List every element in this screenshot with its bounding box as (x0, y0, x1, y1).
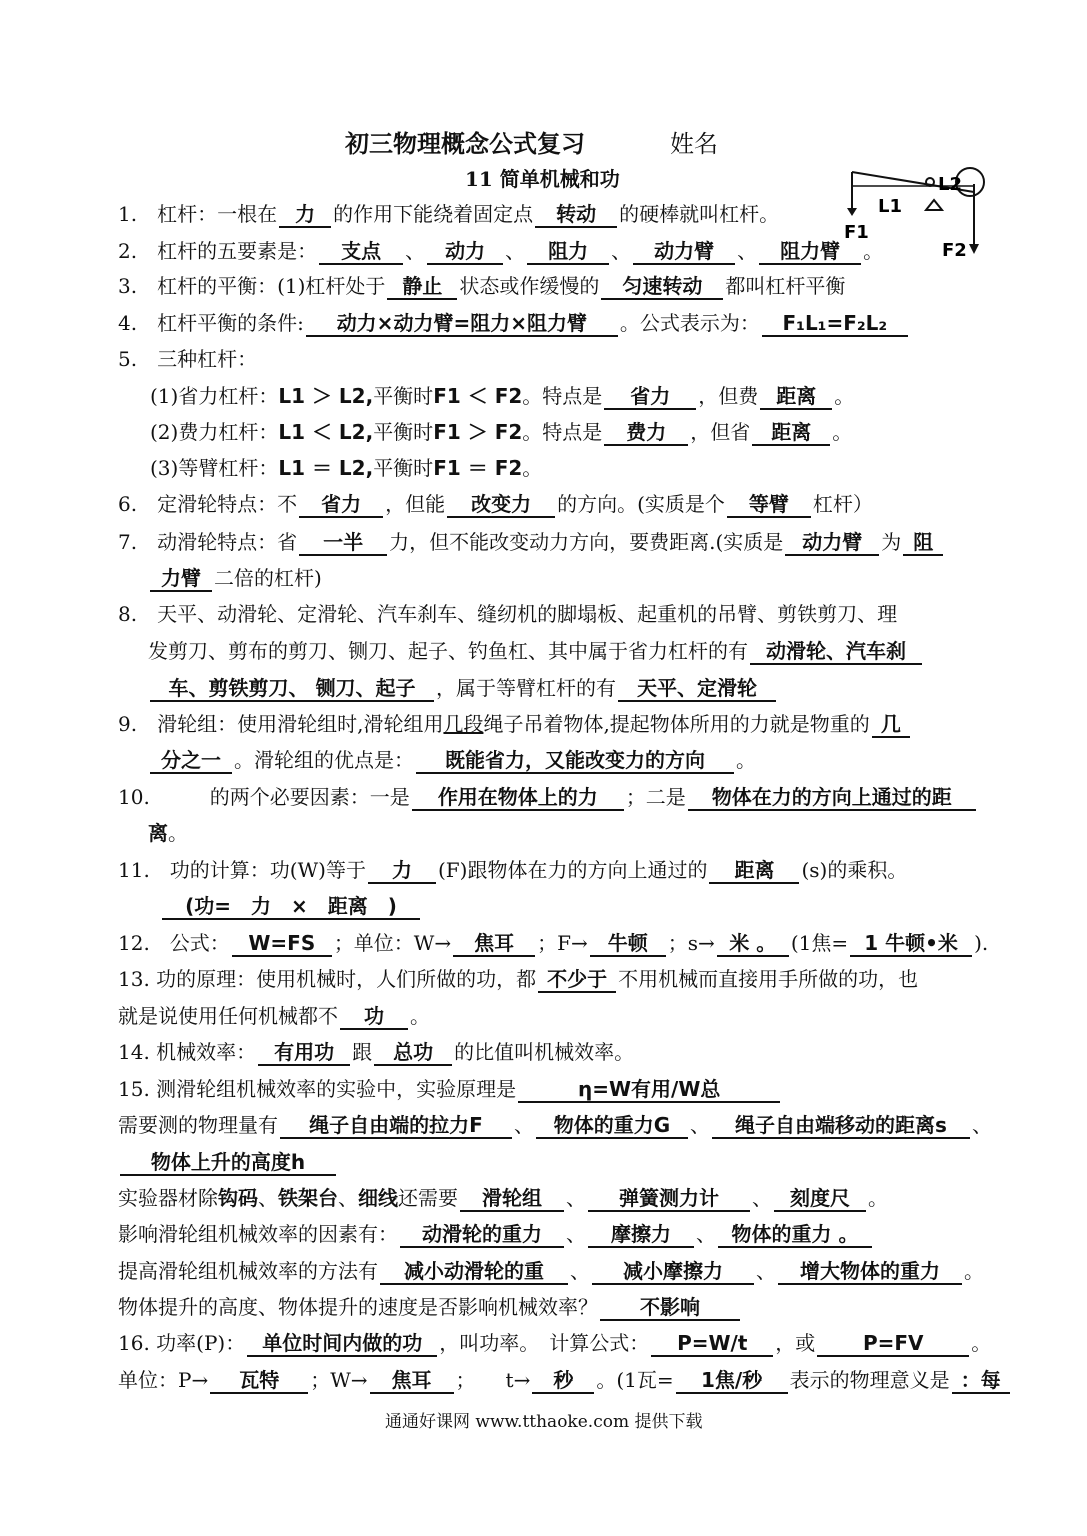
question-text: 。 (736, 748, 756, 772)
line-l11 (118, 857, 907, 884)
answer-blank: 距离 (752, 420, 830, 446)
question-text: ； t→ (455, 1368, 531, 1392)
f2-label: F2 (942, 240, 967, 261)
question-text: 、 (566, 1222, 586, 1246)
answer-blank: 弹簧测力计 (588, 1186, 750, 1212)
line-l8b (148, 638, 924, 665)
question-text: 跟 (352, 1040, 373, 1064)
f1-arrow (847, 208, 857, 216)
line-l9b (148, 747, 756, 774)
question-text: 提高滑轮组机械效率的方法有 (118, 1259, 378, 1283)
line-l5c (150, 455, 542, 481)
answer-blank: 不影响 (600, 1295, 740, 1321)
question-text: (1焦= (790, 931, 849, 955)
answer-blank: 省力 (604, 384, 696, 410)
line-l12 (118, 930, 988, 957)
question-text: 就是说使用任何机械都不 (118, 1004, 338, 1028)
line-l15 (118, 1076, 782, 1103)
question-text: 。 (868, 1186, 888, 1210)
bold-answer: L1 ＞ L2, (278, 384, 374, 408)
question-text: 的比值叫机械效率。 (454, 1040, 635, 1064)
line-l16b (118, 1367, 1012, 1394)
question-text: 不用机械而直接用手所做的功，也 (618, 967, 919, 991)
answer-blank: 米 。 (717, 931, 789, 957)
answer-blank: 匀速转动 (601, 274, 723, 300)
question-text: ，但费 (698, 384, 759, 408)
question-text: 、 (258, 1186, 278, 1210)
question-text: 、 (566, 1186, 586, 1210)
question-text: 、 (972, 1113, 992, 1137)
line-l15f (118, 1258, 984, 1285)
bold-answer: 钩码 (218, 1186, 258, 1210)
line-l5b (150, 419, 852, 446)
line-l13b (118, 1003, 430, 1030)
answer-blank: 动力×动力臂=阻力×阻力臂 (306, 311, 618, 337)
line-l6 (118, 491, 873, 518)
answer-blank: 动力臂 (785, 530, 879, 556)
question-text: 影响滑轮组机械效率的因素有： (118, 1222, 398, 1246)
question-text: 。 (410, 1004, 430, 1028)
question-text: ；s→ (667, 931, 715, 955)
page-title: 初三物理概念公式复习 (345, 129, 585, 158)
question-text: 的方向。(实质是个 (557, 492, 725, 516)
question-text: 。 (964, 1259, 984, 1283)
line-l3 (118, 273, 845, 300)
line-l16 (118, 1330, 991, 1357)
answer-blank: 牛顿 (590, 931, 666, 957)
answer-blank: 阻力 (527, 239, 609, 265)
question-text: 16. 功率(P)： (118, 1331, 246, 1355)
answer-blank: 1焦/秒 (676, 1368, 788, 1394)
answer-blank: 物体的重力 。 (718, 1222, 872, 1248)
line-l15e (118, 1221, 874, 1248)
question-text: 平衡时 (373, 420, 434, 444)
question-text: 力，但不能改变动力方向，要费距离.(实质是 (389, 530, 784, 554)
question-text: ；单位：W→ (333, 931, 452, 955)
question-text: 都叫杠杆平衡 (725, 274, 846, 298)
answer-blank: 刻度尺 (774, 1186, 866, 1212)
question-text: 的作用下能绕着固定点 (333, 202, 534, 226)
bold-answer: 离 (148, 821, 168, 845)
answer-blank: 阻力臂 (759, 239, 861, 265)
question-text: 。 (971, 1331, 992, 1355)
question-text: 、 (338, 1186, 358, 1210)
line-l10 (118, 784, 978, 811)
question-text: 。 (522, 456, 543, 480)
answer-blank: 单位时间内做的功 (247, 1331, 437, 1357)
question-text: 11. 功的计算：功(W)等于 (118, 858, 366, 882)
question-text: ；W→ (310, 1368, 368, 1392)
question-text: (1)省力杠杆： (150, 384, 279, 408)
question-text: 3. 杠杆的平衡：(1)杠杆处于 (118, 274, 386, 298)
answer-blank: 距离 (709, 858, 799, 884)
bold-answer: F1 ＞ F2 (433, 420, 523, 444)
bold-answer: L1 ＝ L2, (278, 456, 374, 480)
question-text: 2. 杠杆的五要素是： (118, 239, 318, 263)
answer-blank: P=FV (817, 1331, 969, 1357)
line-l10b (148, 820, 188, 846)
question-text: 。滑轮组的优点是： (234, 748, 414, 772)
answer-blank: 减小动滑轮的重 (380, 1259, 568, 1285)
line-l11b (160, 893, 422, 920)
question-text: 的硬棒就叫杠杆。 (619, 202, 780, 226)
answer-blank: 距离 (760, 384, 832, 410)
question-text: 15. 测滑轮组机械效率的实验中，实验原理是 (118, 1077, 517, 1101)
answer-blank: 支点 (319, 239, 403, 265)
question-text: 、 (611, 239, 632, 263)
line-l4 (118, 310, 910, 337)
answer-blank: 作用在物体上的力 (412, 785, 624, 811)
answer-blank: 阻 (903, 530, 943, 556)
answer-blank: 省力 (299, 492, 383, 518)
question-text: 、 (570, 1259, 590, 1283)
answer-blank: 动力 (427, 239, 503, 265)
answer-blank: 焦耳 (370, 1368, 454, 1394)
line-l15c (118, 1149, 338, 1176)
question-text: 物体提升的高度、物体提升的速度是否影响机械效率？ (118, 1295, 598, 1319)
answer-blank: 分之一 (150, 748, 232, 774)
line-l13 (118, 966, 918, 993)
answer-blank: 有用功 (258, 1040, 350, 1066)
question-text: ，属于等臂杠杆的有 (436, 676, 616, 700)
question-text: 还需要 (398, 1186, 458, 1210)
question-text: 14. 机械效率： (118, 1040, 257, 1064)
bold-answer: F1 ＜ F2 (433, 384, 523, 408)
line-l2 (118, 238, 883, 265)
answer-blank: 力 (279, 202, 331, 228)
question-text: ；二是 (625, 785, 686, 809)
answer-blank: 物体在力的方向上通过的距 (688, 785, 976, 811)
answer-blank: 改变力 (447, 492, 555, 518)
question-text: (s)的乘积。 (801, 858, 908, 882)
answer-blank: 力臂 (150, 566, 212, 592)
bold-answer: 铁架台 (278, 1186, 338, 1210)
answer-blank: 一半 (299, 530, 387, 556)
answer-blank: 1 牛顿•米 (850, 931, 972, 957)
question-text: 绳子吊着物体,提起物体所用的力就是物重的 (483, 712, 870, 736)
question-text: 9. 滑轮组：使用滑轮组时,滑轮组用 (118, 712, 444, 736)
answer-blank: 减小摩擦力 (592, 1259, 754, 1285)
question-text: 。 (834, 384, 855, 408)
question-text: 6. 定滑轮特点：不 (118, 492, 298, 516)
name-label: 姓名 (670, 130, 718, 158)
question-text: 、 (737, 239, 758, 263)
answer-blank: 等臂 (727, 492, 811, 518)
question-text: 、 (405, 239, 426, 263)
question-text: 实验器材除 (118, 1186, 218, 1210)
question-text: 13. 功的原理：使用机械时，人们所做的功，都 (118, 967, 537, 991)
line-l9 (118, 711, 912, 738)
question-text: 、 (690, 1113, 710, 1137)
answer-blank: 动滑轮、汽车刹 (750, 639, 922, 665)
question-text: 、 (514, 1113, 534, 1137)
question-text: 单位：P→ (118, 1368, 209, 1392)
question-text: 8. 天平、动滑轮、定滑轮、汽车刹车、缝纫机的脚塌板、起重机的吊臂、剪铁剪刀、理 (118, 602, 898, 626)
line-l14 (118, 1039, 634, 1066)
l1-label: L1 (878, 196, 902, 217)
bold-answer: 细线 (358, 1186, 398, 1210)
question-text: 杠杆） (812, 492, 873, 516)
question-text: 4. 杠杆平衡的条件: (118, 311, 304, 335)
question-text: 需要测的物理量有 (118, 1113, 278, 1137)
answer-blank: η=W有用/W总 (518, 1077, 780, 1103)
answer-blank: 滑轮组 (460, 1186, 564, 1212)
f2-arrow (969, 244, 979, 254)
question-text: 二倍的杠杆) (214, 566, 322, 590)
question-text: ；F→ (537, 931, 588, 955)
question-text: 。 (832, 420, 853, 444)
answer-blank: 不少于 (538, 967, 616, 993)
answer-blank: 焦耳 (453, 931, 535, 957)
question-text: 。特点是 (522, 384, 603, 408)
answer-blank: 天平、定滑轮 (618, 676, 776, 702)
answer-blank: 功 (340, 1004, 408, 1030)
question-text: ，叫功率。 计算公式： (439, 1331, 650, 1355)
question-text: 。 (168, 821, 188, 845)
answer-blank: 摩擦力 (588, 1222, 694, 1248)
line-l15g (118, 1294, 742, 1321)
question-text: ，但能 (385, 492, 446, 516)
question-text: (3)等臂杠杆： (150, 456, 279, 480)
answer-blank: 力 (368, 858, 436, 884)
question-text: 。公式表示为： (619, 311, 760, 335)
question-text: 平衡时 (373, 384, 434, 408)
answer-blank: 绳子自由端的拉力F (280, 1113, 512, 1139)
line-l8 (118, 601, 897, 627)
question-text: 、 (756, 1259, 776, 1283)
answer-blank: 既能省力，又能改变力的方向 (416, 748, 734, 774)
question-text: (F)跟物体在力的方向上通过的 (437, 858, 708, 882)
bold-answer: F1 ＝ F2 (433, 456, 523, 480)
answer-blank: ：每 (952, 1368, 1010, 1394)
line-l7b (148, 565, 322, 592)
answer-blank: 几 (872, 712, 910, 738)
answer-blank: (功= 力 × 距离 ) (162, 894, 420, 920)
question-text: 平衡时 (373, 456, 434, 480)
answer-blank: 增大物体的重力 (778, 1259, 962, 1285)
question-text: 12. 公式： (118, 931, 230, 955)
answer-blank: 总功 (374, 1040, 452, 1066)
f1-label: F1 (844, 222, 869, 243)
question-text: 10. 的两个必要因素：一是 (118, 785, 410, 809)
question-text: (2)费力杠杆： (150, 420, 279, 444)
line-l5 (118, 346, 257, 372)
footer-source: 通通好课网 www.tthaoke.com 提供下载 (385, 1412, 703, 1432)
question-text: 表示的物理意义是 (789, 1368, 950, 1392)
section-subtitle: 11 简单机械和功 (465, 167, 620, 191)
answer-blank: 绳子自由端移动的距离s (712, 1113, 970, 1139)
answer-blank: 静止 (387, 274, 457, 300)
answer-blank: 物体的重力G (536, 1113, 688, 1139)
line-l7 (118, 529, 945, 556)
question-text: ，但省 (690, 420, 751, 444)
l2-label: L2 (938, 174, 962, 195)
question-text: 、 (696, 1222, 716, 1246)
question-text: ). (974, 931, 989, 955)
line-l15d (118, 1185, 888, 1212)
answer-blank: 费力 (604, 420, 688, 446)
question-text: 。特点是 (522, 420, 603, 444)
question-text: 、 (505, 239, 526, 263)
fulcrum-triangle (926, 200, 942, 210)
answer-blank: 瓦特 (210, 1368, 308, 1394)
question-text: 为 (881, 530, 902, 554)
question-text: 状态或作缓慢的 (459, 274, 600, 298)
question-text: 5. 三种杠杆： (118, 347, 258, 371)
answer-blank: 动力臂 (633, 239, 735, 265)
answer-blank: F₁L₁=F₂L₂ (762, 311, 908, 337)
question-text: 几段 (443, 712, 484, 736)
question-text: 7. 动滑轮特点：省 (118, 530, 298, 554)
answer-blank: 物体上升的高度h (120, 1150, 336, 1176)
question-text: 发剪刀、剪布的剪刀、铡刀、起子、钓鱼杠、其中属于省力杠杆的有 (148, 639, 748, 663)
answer-blank: 车、剪铁剪刀、 铡刀、起子 (150, 676, 434, 702)
question-text: 。 (863, 239, 884, 263)
question-text: ，或 (775, 1331, 816, 1355)
answer-blank: W=FS (232, 931, 332, 957)
question-text: 。(1瓦= (596, 1368, 674, 1392)
question-text: 、 (752, 1186, 772, 1210)
line-l15b (118, 1112, 992, 1139)
answer-blank: 转动 (535, 202, 617, 228)
answer-blank: 动滑轮的重力 (400, 1222, 564, 1248)
answer-blank: 秒 (532, 1368, 594, 1394)
answer-blank: P=W/t (651, 1331, 773, 1357)
line-l5a (150, 383, 854, 410)
line-l1 (118, 201, 779, 228)
bold-answer: L1 ＜ L2, (278, 420, 374, 444)
question-text: 1. 杠杆：一根在 (118, 202, 278, 226)
line-l8c (148, 675, 778, 702)
